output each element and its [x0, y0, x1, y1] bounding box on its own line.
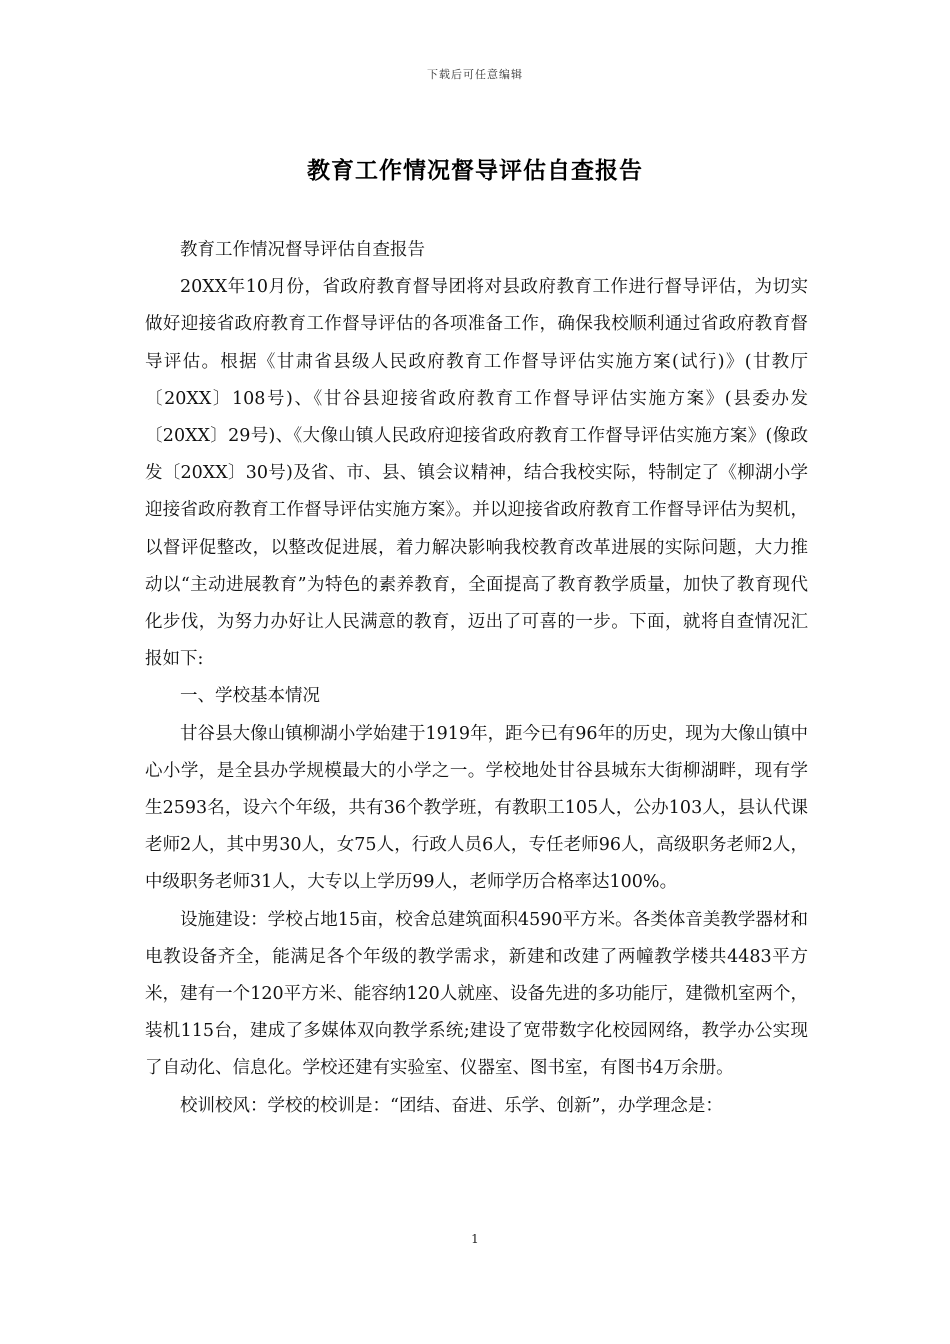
- page-number: 1: [471, 1232, 479, 1246]
- paragraph-school-basic: 甘谷县大像山镇柳湖小学始建于1919年，距今已有96年的历史，现为大像山镇中心小学，是全县办学规模最大的小学之一。学校地处甘谷县城东大街柳湖畔，现有学生2593名，设六个年级，共有36个教学班，有教职工105人，公办103人，县认代课老师2人，其中男30人，女75人，行政人员6人，专任老师96人，高级职务老师2人，中级职务老师31人，大专以上学历99人，老师学历合格率达100%。: [145, 723, 808, 893]
- section-heading-1: 一、学校基本情况: [180, 686, 320, 707]
- paragraph-intro: 20XX年10月份，省政府教育督导团将对县政府教育工作进行督导评估，为切实做好迎接省政府教育工作督导评估的各项准备工作，确保我校顺利通过省政府教育督导评估。根据《甘肃省县级人民政府教育工作督导评估实施方案(试行)》(甘教厅〔20XX〕108号)、《甘谷县迎接省政府教育工作督导评估实施方案》(县委办发〔20XX〕29号)、《大像山镇人民政府迎接省政府教育工作督导评估实施方案》(像政发〔20XX〕30号)及省、市、县、镇会议精神，结合我校实际，特制定了《柳湖小学迎接省政府教育工作督导评估实施方案》。并以迎接省政府教育工作督导评估为契机，以督评促整改，以整改促进展，着力解决影响我校教育改革进展的实际问题，大力推动以“主动进展教育”为特色的素养教育，全面提高了教育教学质量，加快了教育现代化步伐，为努力办好让人民满意的教育，迈出了可喜的一步。下面，就将自查情况汇报如下:: [145, 277, 808, 670]
- document-body: [145, 232, 808, 1125]
- paragraph-school-motto: 校训校风：学校的校训是：“团结、奋进、乐学、创新”，办学理念是：: [180, 1095, 723, 1116]
- header-note: 下载后可任意编辑: [427, 68, 523, 81]
- paragraph-facilities: 设施建设：学校占地15亩，校舍总建筑面积4590平方米。各类体音美教学器材和电教设备齐全，能满足各个年级的教学需求，新建和改建了两幢教学楼共4483平方米，建有一个120平方米、能容纳120人就座、设备先进的多功能厅，建微机室两个，装机115台，建成了多媒体双向教学系统;建设了宽带数字化校园网络，教学办公实现了自动化、信息化。学校还建有实验室、仪器室、图书室，有图书4万余册。: [145, 909, 808, 1079]
- document-title: 教育工作情况督导评估自查报告: [307, 157, 643, 184]
- paragraph-subtitle: 教育工作情况督导评估自查报告: [180, 240, 425, 260]
